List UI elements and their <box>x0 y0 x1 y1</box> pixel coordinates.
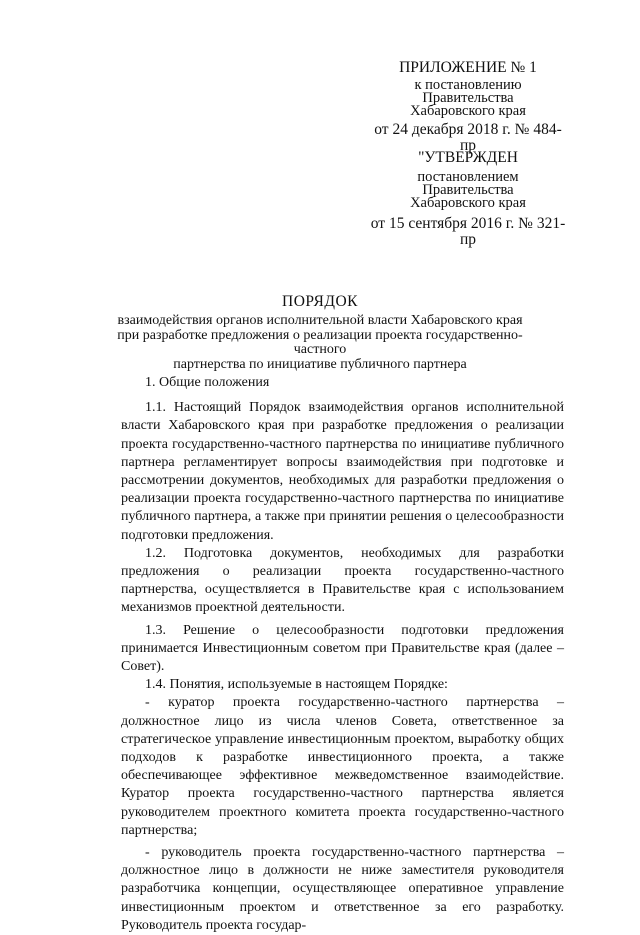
list-item: - руководитель проекта государственно-частного партнерства – должностное лицо в должности не ниже заместителя руководителя разработчика концепции, осуществляющее оперативное управление инвестиционным проектом и ответственное за его разработку. Руководитель проекта государ- <box>121 845 564 933</box>
approved-date: от 15 сентября 2016 г. № 321-пр <box>370 215 566 248</box>
list-item: - куратор проекта государственно-частного партнерства – должностное лицо из числа членов Совета, ответственное за стратегическое управление инвестиционным проектом, выработку общих подходов к разработке инвестиционного проекта, а также обеспечивающее эффективное межведомственное взаимодействие. Куратор проекта государственно-частного партнерства является руководителем проектного комитета проекта государственно-частного партнерства; <box>121 695 564 838</box>
title-main: ПОРЯДОК <box>282 293 358 310</box>
paragraph: 1.4. Понятия, используемые в настоящем Порядке: <box>145 677 448 693</box>
approved-line: Хабаровского края <box>410 195 526 211</box>
appendix-heading: ПРИЛОЖЕНИЕ № 1 <box>399 59 537 76</box>
approved-heading: "УТВЕРЖДЕН <box>418 149 518 166</box>
approved-block <box>368 150 568 248</box>
paragraph: 1.2. Подготовка документов, необходимых для разработки предложения о реализации проекта государственно-частного партнерства, осуществляется в Правительстве края с использованием механизмов проектной деятельности. <box>121 545 564 616</box>
appendix-line: к постановлению <box>414 77 522 93</box>
document-title <box>98 293 542 372</box>
appendix-line: Правительства <box>422 90 514 106</box>
title-sub: взаимодействия органов исполнительной власти Хабаровского края <box>117 313 523 328</box>
title-sub: при разработке предложения о реализации проекта государственно-частного <box>117 327 523 357</box>
document-body <box>121 374 564 935</box>
paragraph: 1.3. Решение о целесообразности подготовки предложения принимается Инвестиционным советом при Правительстве края (далее – Совет). <box>121 622 564 675</box>
title-sub: партнерства по инициативе публичного партнера <box>173 356 467 372</box>
appendix-date: от 24 декабря 2018 г. № 484-пр <box>374 121 562 154</box>
approved-line: Правительства <box>422 182 514 198</box>
section-heading: 1. Общие положения <box>145 375 270 390</box>
appendix-block <box>368 60 568 154</box>
paragraph: 1.1. Настоящий Порядок взаимодействия органов исполнительной власти Хабаровского края при разработке предложения о реализации проекта государственно-частного партнерства по инициативе публичного партнера регламентирует вопросы взаимодействия при подготовке и рассмотрении документов, необходимых для разработки предложения о реализации проекта государственно-частного партнерства по инициативе публичного партнера, а также при принятии решения о целесообразности подготовки предложения. <box>121 400 564 543</box>
approved-line: постановлением <box>417 169 519 185</box>
appendix-line: Хабаровского края <box>410 103 526 119</box>
